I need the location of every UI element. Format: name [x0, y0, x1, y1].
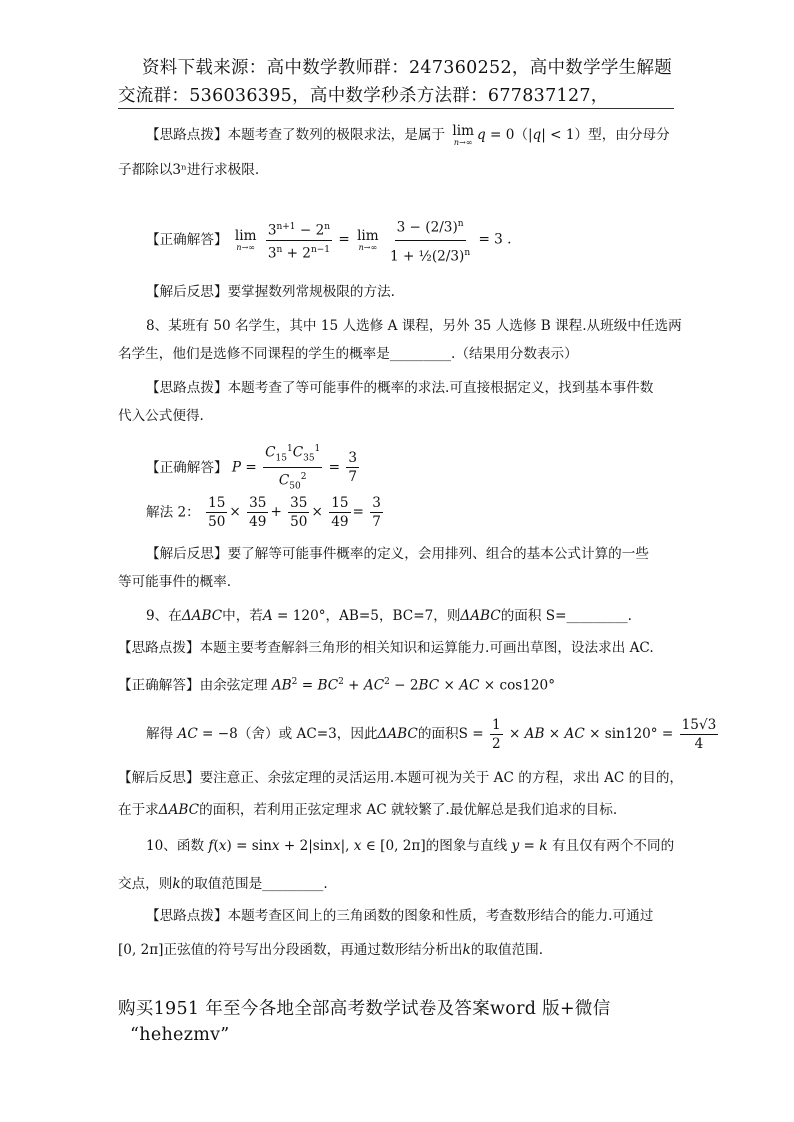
- footer-line-1: 购买1951 年至今各地全部高考数学试卷及答案word 版+微信: [118, 999, 611, 1019]
- q8-hint: 【思路点拨】本题考查了等可能事件的概率的求法.可直接根据定义，找到基本事件数: [146, 380, 654, 396]
- q9-reflection-2: 在于求ΔABC的面积，若利用正弦定理求 AC 就较繁了.最优解总是我们追求的目标.: [118, 802, 618, 818]
- q8-answer: 【正确解答】 P = $\frac{C_{15}^1C_{35}^1}{C_{50}^2}$ = $\frac{3}{7}$: [146, 440, 361, 496]
- header-rule: [118, 108, 674, 109]
- q9-solution: 解得 AC = −8（舍）或 AC=3，因此ΔABC的面积S = $\frac{1}{2}$ × AB × AC × sin120° = $\frac{15√3}{4}$: [146, 717, 717, 752]
- lim-expr: lim n→∞: [452, 123, 474, 147]
- q8-method2: 解法 2： $\frac{15}{50}$ × $\frac{35}{49}$ + $\frac{35}{50}$ × $\frac{15}{49}$ = $\frac{3}{7}$: [146, 495, 381, 530]
- page-footer: [118, 996, 611, 1048]
- header-line-1: 资料下载来源：高中数学教师群：247360252，高中数学学生解题: [142, 58, 673, 78]
- q8-hint-2: 代入公式便得.: [118, 408, 204, 424]
- q8-question-1: 8、某班有 50 名学生，其中 15 人选修 A 课程，另外 35 人选修 B 课程.从班级中任选两: [146, 318, 682, 334]
- q10-hint-2: [0, 2π]正弦值的符号写出分段函数，再通过数形结分析出k的取值范围.: [118, 942, 544, 958]
- q7-hint: 【思路点拨】本题考查了数列的极限求法，是属于 lim n→∞ q = 0（|q| < 1）型，由分母分: [146, 123, 670, 147]
- q9-reflection: 【解后反思】要注意正、余弦定理的灵活运用.本题可视为关于 AC 的方程，求出 AC 的目的，: [118, 770, 684, 786]
- footer-line-2: “hehezmv”: [130, 1025, 230, 1045]
- q8-reflection-2: 等可能事件的概率.: [118, 574, 232, 590]
- q9-answer: 【正确解答】由余弦定理 $AB^2 = BC^2 + AC^2 - 2BC$ × AC × cos120°: [118, 677, 556, 694]
- q8-reflection: 【解后反思】要了解等可能事件概率的定义，会用排列、组合的基本公式计算的一些: [146, 546, 649, 562]
- q8-question-2: 名学生，他们是选修不同课程的学生的概率是_________.（结果用分数表示）: [118, 346, 578, 362]
- q7-answer: 【正确解答】 lim n→∞ $\frac{3^{n+1} - 2^n}{3^n + 2^{n-1}}$ = lim n→∞ $\frac{3 - (2/3)^n}{1 + \frac{1}{2}(2/3)^n}$ = 3 .: [146, 212, 511, 268]
- q10-question: 10、函数 f(x) = sinx + 2|sinx|, x ∈ [0, 2π]的图象与直线 y = k 有且仅有两个不同的: [146, 838, 675, 854]
- header-line-2: 交流群：536036395，高中数学秒杀方法群：677837127，: [118, 86, 609, 106]
- page-header: [118, 54, 678, 110]
- q10-question-2: 交点，则k的取值范围是_________.: [118, 876, 328, 892]
- q7-hint-line2: 子都除以3ⁿ进行求极限.: [118, 162, 260, 178]
- q9-question: 9、在ΔABC中，若A = 120°，AB=5，BC=7，则ΔABC的面积 S=_________.: [146, 608, 633, 624]
- q9-hint: 【思路点拨】本题主要考查解斜三角形的相关知识和运算能力.可画出草图，设法求出 AC.: [118, 640, 654, 656]
- q10-hint: 【思路点拨】本题考查区间上的三角函数的图象和性质，考查数形结合的能力.可通过: [146, 908, 654, 924]
- q7-reflection: 【解后反思】要掌握数列常规极限的方法.: [146, 284, 396, 300]
